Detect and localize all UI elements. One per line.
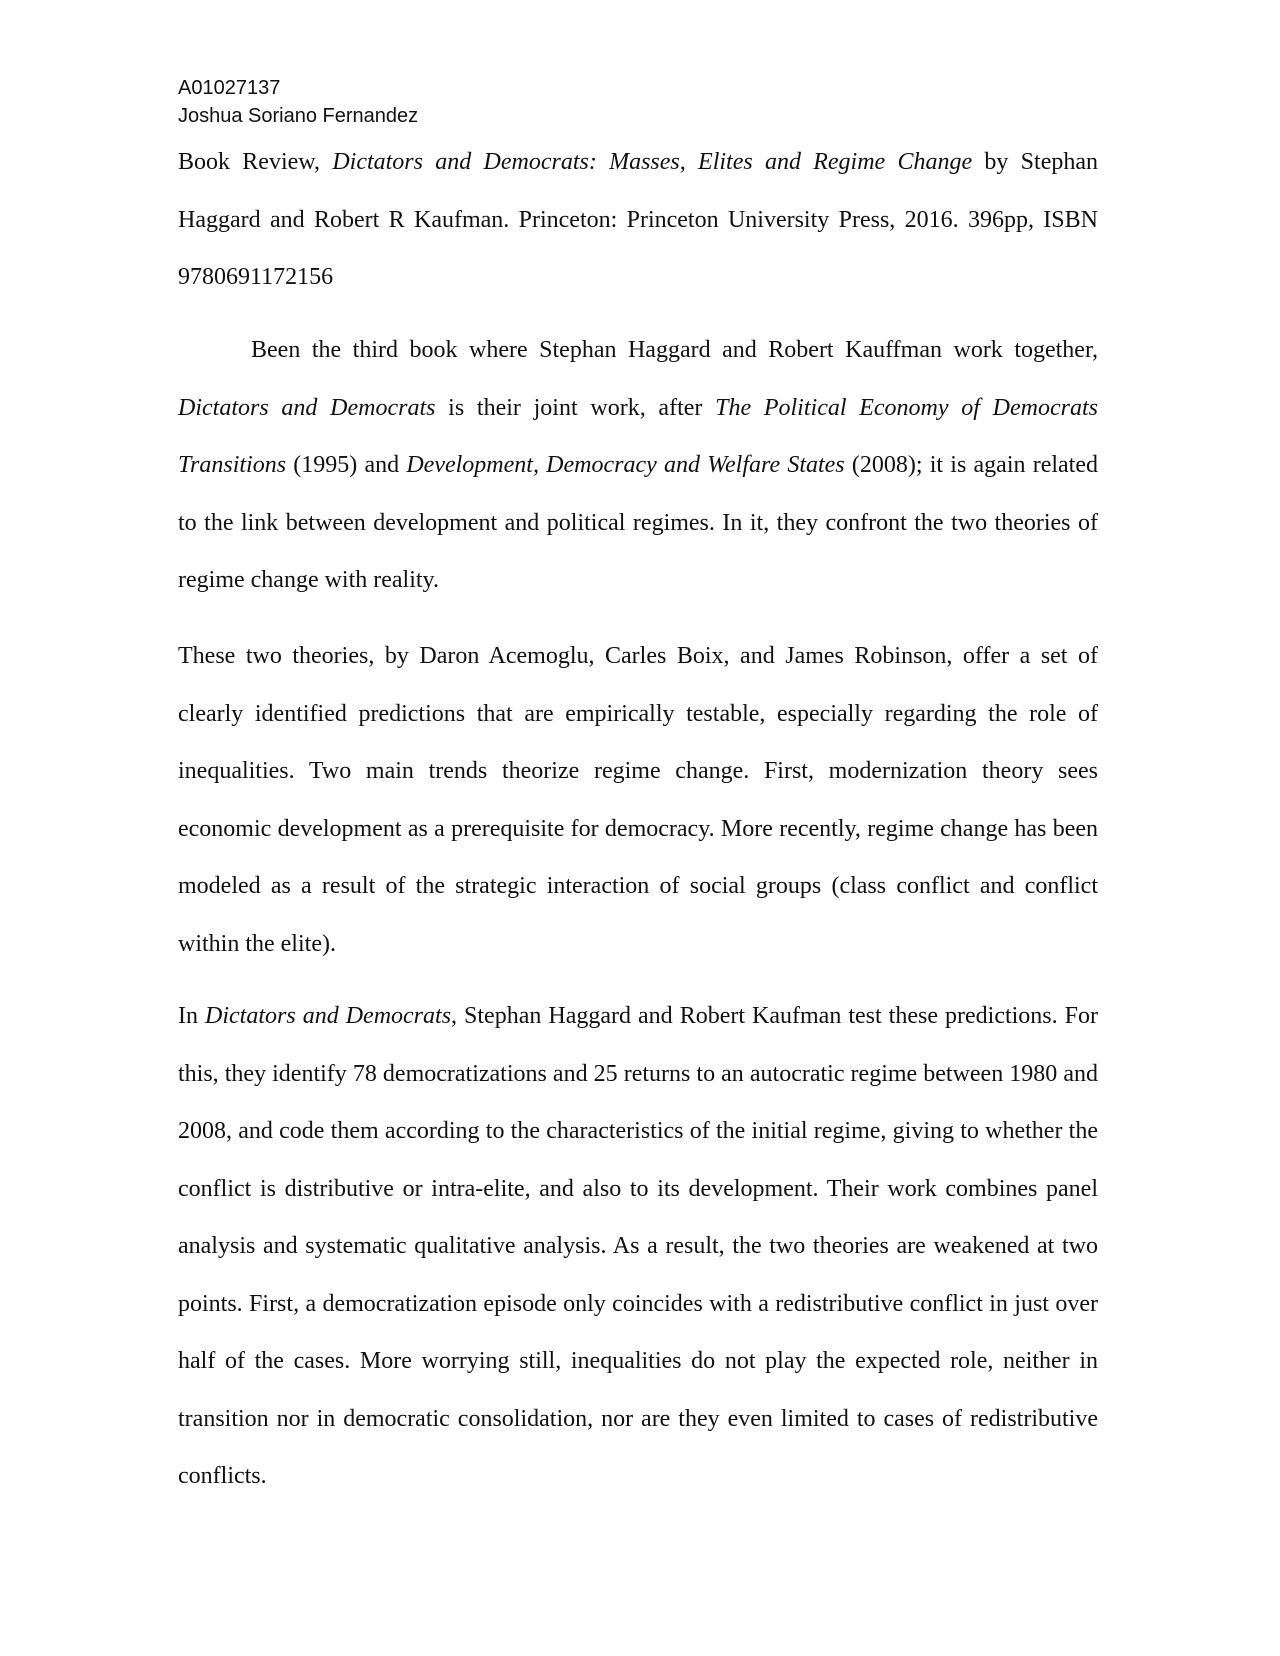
p3-title-1: Dictators and Democrats: [205, 1003, 452, 1029]
book-citation: [178, 134, 1098, 307]
citation-prefix: Book Review,: [178, 149, 333, 175]
p2-text: These two theories, by Daron Acemoglu, Carles Boix, and James Robinson, offer a set of clearly identified predictions that are empirically testable, especially regarding the role of inequalities. Two main trends theorize regime change. First, modernization theory sees economic development as a prerequisite for democracy. More recently, regime change has been modeled as a result of the strategic interaction of social groups (class conflict and conflict within the elite).: [178, 643, 1098, 957]
citation-book-title: Dictators and Democrats: Masses, Elites and Regime Change: [332, 149, 973, 175]
p3-text-1: In: [178, 1003, 206, 1029]
p1-text-2: is their joint work, after: [435, 394, 716, 421]
document-header: [178, 74, 418, 130]
p1-title-3: Development, Democracy and Welfare States: [406, 452, 845, 478]
p1-title-1: Dictators and Democrats: [178, 394, 436, 421]
paragraph-analysis: [178, 988, 1098, 1506]
p1-text-1: Been the third book where Stephan Haggard and Robert Kauffman work together,: [251, 337, 1098, 363]
student-id: A01027137: [178, 77, 281, 99]
p1-text-4: (2008); it is again related to the link between development and political regimes. In it, they confront the two theories of regime change with reality.: [178, 452, 1098, 593]
paragraph-theories: [178, 628, 1098, 973]
p1-title-2: The Political Economy of Democrats Transitions: [178, 394, 1098, 478]
paragraph-introduction: [178, 322, 1098, 610]
citation-details: by Stephan Haggard and Robert R Kaufman. Princeton: Princeton University Press, 2016. 396pp, ISBN 9780691172156: [178, 149, 1099, 290]
p3-text-2: , Stephan Haggard and Robert Kaufman test these predictions. For this, they identify 78 democratizations and 25 returns to an autocratic regime between 1980 and 2008, and code them according to the characteristics of the initial regime, giving to whether the conflict is distributive or intra-elite, and also to its development. Their work combines panel analysis and systematic qualitative analysis. As a result, the two theories are weakened at two points. First, a democratization episode only coincides with a redistributive conflict in just over half of the cases. More worrying still, inequalities do not play the expected role, neither in transition nor in democratic consolidation, nor are they even limited to cases of redistributive conflicts.: [178, 1003, 1098, 1489]
student-name: Joshua Soriano Fernandez: [178, 105, 419, 127]
p1-text-3: (1995) and: [286, 452, 407, 478]
